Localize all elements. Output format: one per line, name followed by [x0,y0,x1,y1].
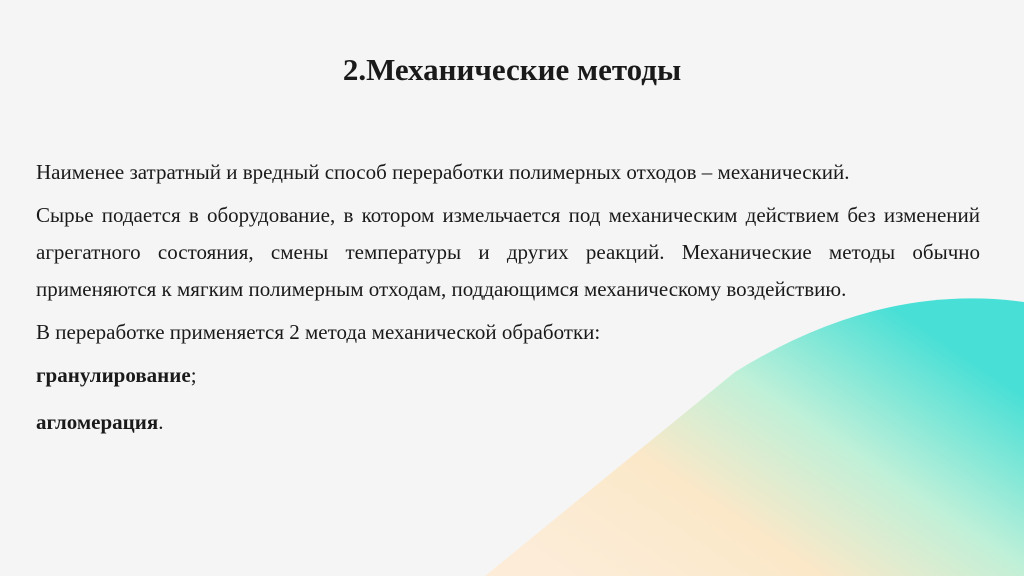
method-suffix: ; [190,363,197,387]
slide-content [36,154,980,451]
method-suffix: . [158,410,164,434]
method-item-agglomeration [36,404,980,441]
paragraph-methods-intro: В переработке применяется 2 метода механической обработки: [36,320,601,344]
paragraph-intro: Наименее затратный и вредный способ переработки полимерных отходов – механический. [36,160,850,184]
method-term: гранулирование [36,363,191,387]
slide-title: 2.Механические методы [342,52,682,87]
paragraph-process: Сырье подается в оборудование, в котором измельчается под механическим действием без изменений агрегатного состояния, смены температуры и других реакций. Механические методы обычно применяются к мягким полимерным отходам, поддающимся механическому воздействию. [36,203,980,301]
method-item-granulation [36,357,980,394]
method-term: агломерация [36,410,159,434]
